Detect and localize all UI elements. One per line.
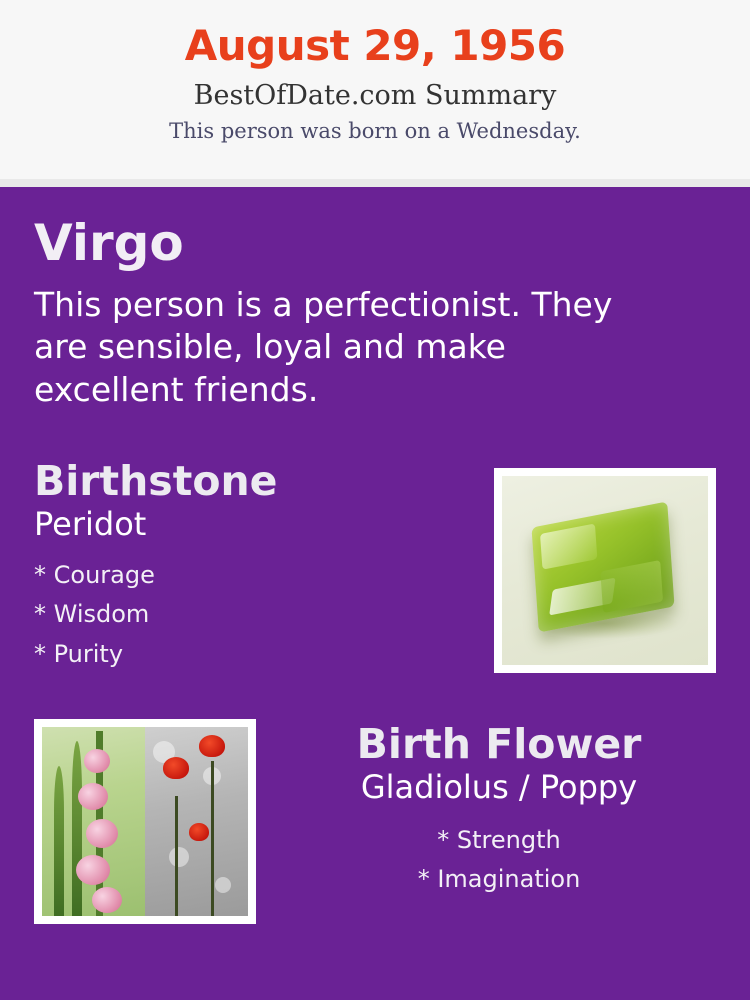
stalk-shape: [211, 761, 214, 916]
site-summary-label: BestOfDate.com Summary: [193, 80, 557, 112]
zodiac-sign-name: Virgo: [34, 214, 184, 272]
birthstone-heading: Birthstone: [34, 457, 278, 506]
poppy-flower-shape: [189, 823, 209, 841]
poppy-flower-shape: [199, 735, 225, 757]
leaf-icon: [54, 766, 64, 916]
list-item: * Purity: [34, 639, 124, 668]
birthstone-name: Peridot: [34, 505, 147, 544]
bokeh-circle: [215, 877, 231, 893]
list-item: * Imagination: [417, 865, 581, 894]
card-body: [0, 187, 750, 939]
list-item: * Courage: [34, 560, 155, 589]
list-item: * Wisdom: [34, 600, 150, 629]
stalk-shape: [175, 796, 178, 916]
birth-flower-section: [34, 719, 716, 939]
page-title: August 29, 1956: [184, 21, 566, 70]
zodiac-description: This person is a perfectionist. They are sensible, loyal and make excellent friends.: [34, 284, 613, 410]
born-weekday-text: This person was born on a Wednesday.: [169, 119, 581, 144]
leaf-icon: [72, 741, 82, 916]
peridot-image-inner: [502, 476, 708, 665]
gladiolus-half: [42, 727, 145, 916]
birth-flower-text: [282, 719, 716, 900]
birth-flower-name: Gladiolus / Poppy: [360, 768, 638, 807]
birthstone-section: [34, 457, 716, 685]
bokeh-circle: [169, 847, 189, 867]
blossom-shape: [86, 819, 118, 848]
poppy-half: [145, 727, 248, 916]
gem-facet: [549, 577, 615, 615]
poppy-flower-shape: [163, 757, 189, 779]
birth-flower-heading: Birth Flower: [356, 720, 642, 769]
card-header: [0, 0, 750, 179]
header-divider: [0, 179, 750, 187]
peridot-gemstone-photo: [494, 468, 716, 673]
blossom-shape: [76, 855, 110, 885]
list-item: * Strength: [437, 825, 561, 854]
blossom-shape: [92, 887, 122, 913]
gladiolus-poppy-photo: [34, 719, 256, 924]
blossom-shape: [84, 749, 110, 773]
birth-flower-trait-list: [282, 821, 716, 900]
blossom-shape: [78, 783, 108, 810]
flower-image-inner: [42, 727, 248, 916]
